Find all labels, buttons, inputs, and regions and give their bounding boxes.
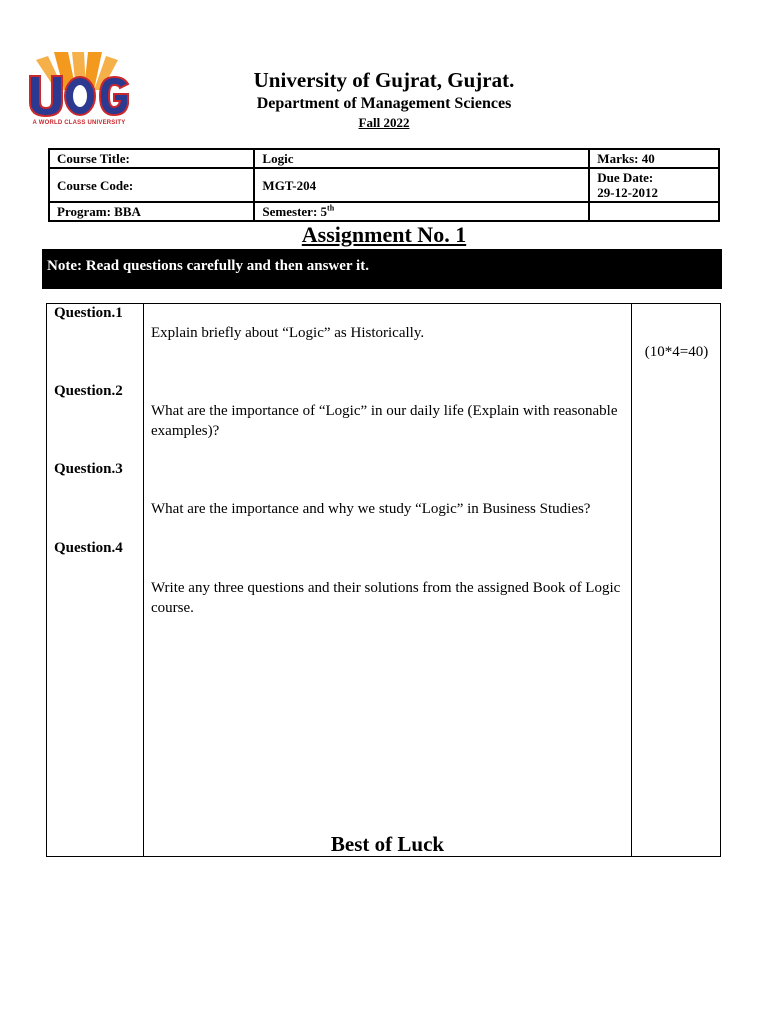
note-banner: Note: Read questions carefully and then answer it. [42,249,722,289]
course-code-label: Course Code: [49,168,254,202]
due-date-label: Due Date: [597,170,654,185]
term-label: Fall 2022 [358,115,410,130]
logo-motto: A WORLD CLASS UNIVERSITY [32,120,126,126]
course-title-label: Course Title: [49,149,254,168]
table-row [49,202,719,221]
semester-label: Semester: 5 [262,204,328,219]
question-1-text: Explain briefly about “Logic” as Historically. [151,325,425,341]
department-name: Department of Management Sciences [256,95,512,112]
semester-cell [254,202,589,221]
question-4-label: Question.4 [54,540,123,556]
column-divider [631,304,632,856]
semester-superscript: th [327,203,335,213]
table-row [49,149,719,168]
program-cell: Program: BBA [49,202,254,221]
empty-cell [589,202,719,221]
closing-text: Best of Luck [330,832,445,856]
question-1-label: Question.1 [54,305,123,321]
course-title-value: Logic [254,149,589,168]
question-3-label: Question.3 [54,461,123,477]
question-2-text: What are the importance of “Logic” in our daily life (Explain with reasonable examples)? [151,403,618,439]
assignment-title: Assignment No. 1 [301,222,467,247]
questions-box [46,303,721,857]
marks-breakdown: (10*4=40) [644,344,709,360]
due-date-value: 29-12-2012 [597,185,658,200]
marks-cell: Marks: 40 [589,149,719,168]
column-divider [143,304,144,856]
question-4-text: Write any three questions and their solutions from the assigned Book of Logic course. [151,580,621,616]
course-code-value: MGT-204 [254,168,589,202]
course-info-table [48,148,720,222]
question-2-label: Question.2 [54,383,123,399]
university-title: University of Gujrat, Gujrat. [253,68,515,92]
question-3-text: What are the importance and why we study “Logic” in Business Studies? [151,501,591,517]
due-date-cell [589,168,719,202]
table-row [49,168,719,202]
